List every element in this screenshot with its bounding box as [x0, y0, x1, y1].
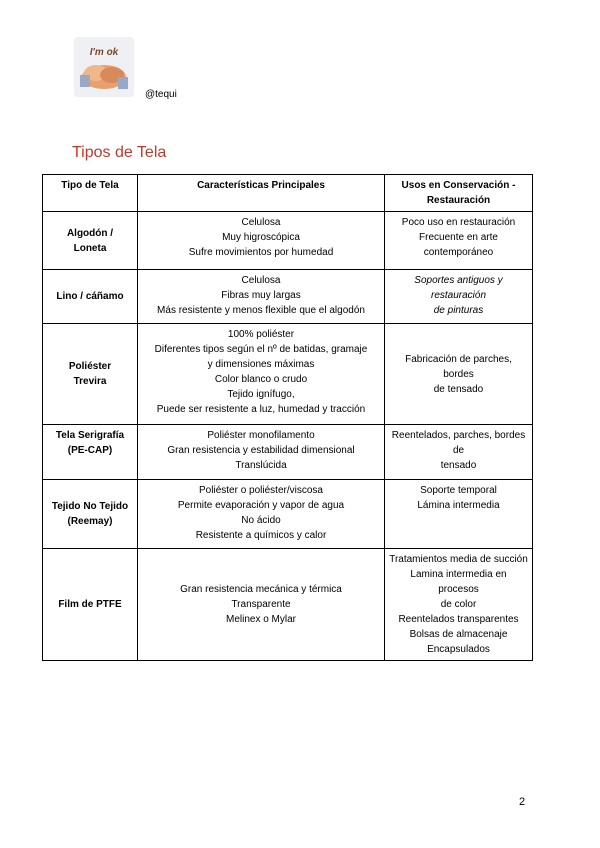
type-line: Poliéster [68, 361, 112, 372]
feature-line: Fibras muy largas [221, 290, 301, 301]
feature-line: Celulosa [241, 275, 281, 286]
cell-type [43, 549, 138, 661]
feature-line: No ácido [241, 515, 281, 526]
use-line: Tratamientos media de succión [389, 554, 528, 565]
table-row [43, 324, 533, 425]
type-line: Algodón / [66, 227, 114, 239]
handshake-logo-icon [74, 37, 134, 97]
header-usos: Usos en Conservación - Restauración [385, 175, 533, 212]
table-row [43, 212, 533, 270]
cell-features [138, 212, 385, 270]
use-line: Lamina intermedia en procesos [410, 569, 507, 595]
feature-line: Resistente a químicos y calor [195, 530, 327, 541]
feature-line: Sufre movimientos por humedad [188, 247, 334, 258]
cell-uses [385, 324, 533, 425]
type-line: Tejido No Tejido [51, 501, 129, 512]
feature-line: Melinex o Mylar [225, 614, 297, 625]
cell-uses [385, 480, 533, 549]
cell-uses [385, 212, 533, 270]
use-line: Encapsulados [427, 644, 490, 655]
feature-line: Poliéster monofilamento [207, 430, 315, 441]
feature-line: Gran resistencia y estabilidad dimensional [167, 445, 355, 456]
type-line: Tela Serigrafía [55, 430, 125, 441]
feature-line: Permite evaporación y vapor de agua [177, 500, 345, 511]
table-row [43, 270, 533, 324]
use-line: Reentelados, parches, bordes de [391, 430, 526, 456]
use-line: Fabricación de parches, bordes [405, 353, 512, 380]
cell-features [138, 324, 385, 425]
logo-text: I'm ok [89, 47, 119, 58]
feature-line: Transparente [231, 599, 291, 610]
feature-line: Diferentes tipos según el nº de batidas, gramaje [154, 344, 368, 355]
type-line: Loneta [73, 242, 107, 254]
use-line: Soportes antiguos y restauración [414, 275, 503, 301]
cell-type [43, 212, 138, 270]
cell-type [43, 425, 138, 480]
feature-line: 100% poliéster [227, 329, 295, 340]
header-caracteristicas: Características Principales [138, 175, 385, 212]
type-line: Lino / cáñamo [56, 291, 124, 302]
feature-line: Tejido ignífugo, [227, 389, 295, 400]
use-line: contemporáneo [423, 247, 494, 258]
fabric-types-table [42, 174, 533, 661]
type-line: Film de PTFE [58, 599, 122, 610]
use-line: tensado [440, 460, 477, 471]
use-line: Lámina intermedia [417, 500, 500, 511]
cell-features [138, 270, 385, 324]
feature-line: Muy higroscópica [222, 232, 300, 243]
use-line: de tensado [433, 383, 484, 395]
feature-line: Color blanco o crudo [214, 374, 308, 385]
type-line: (Reemay) [67, 516, 113, 527]
logo [74, 37, 134, 97]
type-line: (PE-CAP) [67, 445, 113, 456]
type-line: Trevira [73, 376, 107, 387]
feature-line: Translúcida [235, 460, 287, 471]
use-line: de color [440, 599, 477, 610]
cell-features [138, 480, 385, 549]
feature-line: Puede ser resistente a luz, humedad y tracción [156, 404, 366, 415]
feature-line: Más resistente y menos flexible que el algodón [157, 305, 365, 316]
use-line: Soporte temporal [420, 485, 497, 496]
page-number: 2 [519, 796, 526, 808]
cell-uses [385, 549, 533, 661]
table-row [43, 425, 533, 480]
use-line: Poco uso en restauración [401, 217, 516, 228]
page-title: Tipos de Tela [72, 144, 167, 161]
feature-line: y dimensiones máximas [207, 359, 315, 370]
cell-type [43, 324, 138, 425]
cell-type [43, 480, 138, 549]
cell-uses [385, 270, 533, 324]
cell-uses [385, 425, 533, 480]
use-line: Bolsas de almacenaje [409, 629, 508, 640]
table-row [43, 480, 533, 549]
cell-type [43, 270, 138, 324]
author-handle: @tequi [145, 89, 177, 100]
use-line: Reentelados transparentes [398, 614, 519, 625]
header-tipo: Tipo de Tela [43, 175, 138, 212]
table-header-row [43, 175, 533, 212]
feature-line: Gran resistencia mecánica y térmica [180, 584, 342, 595]
cell-features [138, 425, 385, 480]
table-row [43, 549, 533, 661]
feature-line: Poliéster o poliéster/viscosa [199, 485, 323, 496]
cell-features [138, 549, 385, 661]
use-line: de pinturas [433, 305, 484, 316]
feature-line: Celulosa [241, 217, 281, 228]
use-line: Frecuente en arte [419, 232, 498, 243]
